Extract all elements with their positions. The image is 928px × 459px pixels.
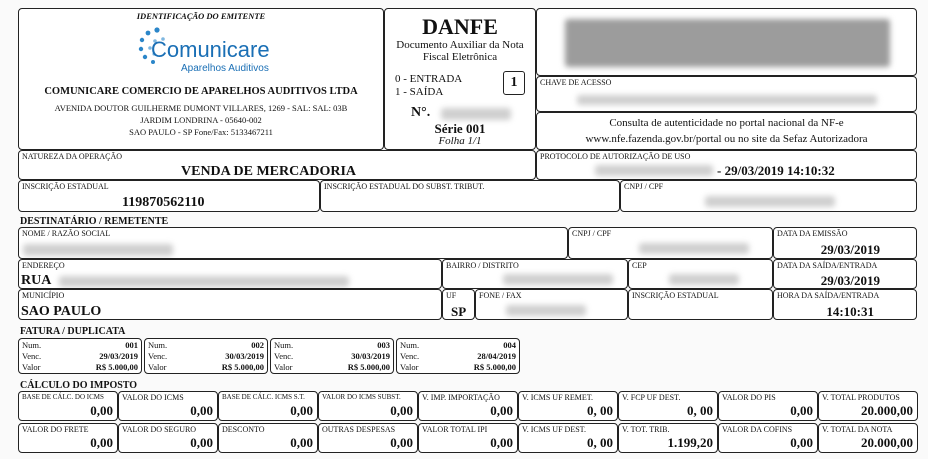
- dup-venc-label: Venc.: [400, 351, 420, 361]
- tax-cell-value: 0, 00: [687, 403, 713, 418]
- ie-box: [18, 180, 320, 212]
- consulta-line-2: www.nfe.fazenda.gov.br/portal ou no site da Sefaz Autorizadora: [585, 133, 868, 145]
- cnpj-emit-box: [620, 180, 917, 212]
- tax-cell-value: 1.199,20: [667, 435, 713, 450]
- dup-num-label: Num.: [148, 340, 168, 350]
- dup-num-label: Num.: [22, 340, 42, 350]
- dup-num: 004: [503, 340, 516, 350]
- logo-tagline: Aparelhos Auditivos: [181, 63, 269, 74]
- tax-cell-label: V. TOT. TRIB.: [622, 425, 670, 434]
- dest-endereco-redacted: [59, 276, 349, 287]
- tax-cell-label: V. IMP. IMPORTAÇÃO: [422, 393, 500, 402]
- dup-venc-label: Venc.: [148, 351, 168, 361]
- saida-option: 1 - SAÍDA: [395, 86, 444, 98]
- dup-venc-label: Venc.: [22, 351, 42, 361]
- tax-cell: [518, 423, 618, 453]
- dest-hora-label: HORA DA SAÍDA/ENTRADA: [777, 291, 880, 300]
- tax-cell-value: 0,00: [390, 403, 413, 418]
- tax-cell-value: 0,00: [190, 403, 213, 418]
- dest-fone-box: [475, 289, 628, 320]
- tax-cell-label: VALOR DO ICMS: [122, 393, 184, 402]
- access-key-label: CHAVE DE ACESSO: [540, 78, 612, 87]
- tax-cell-label: BASE DE CÁLC. DO ICMS: [22, 393, 104, 401]
- dup-valor: R$ 5.000,00: [95, 362, 138, 372]
- dest-cep-label: CEP: [632, 261, 647, 270]
- dup-venc: 30/03/2019: [351, 351, 390, 361]
- dup-venc: 30/03/2019: [225, 351, 264, 361]
- emitente-section-label: IDENTIFICAÇÃO DO EMITENTE: [136, 11, 266, 21]
- barcode-redacted: [565, 19, 890, 67]
- dest-saida-label: DATA DA SAÍDA/ENTRADA: [777, 261, 878, 270]
- logo-brand: Comunicare: [151, 37, 270, 62]
- tax-cell-label: V. TOTAL PRODUTOS: [822, 393, 900, 402]
- tax-cell: [618, 423, 718, 453]
- access-key-redacted: [577, 95, 877, 105]
- danfe-title-box: [384, 8, 536, 150]
- dest-cep-redacted: [669, 274, 739, 285]
- tax-cell-label: OUTRAS DESPESAS: [322, 425, 396, 434]
- dest-endereco-prefix: RUA: [21, 273, 52, 288]
- dest-emissao-label: DATA DA EMISSÃO: [777, 229, 848, 238]
- ie-st-box: [320, 180, 620, 212]
- protocolo-redacted: [595, 165, 713, 176]
- tax-cell-label: VALOR DA COFINS: [722, 425, 793, 434]
- dup-num-label: Num.: [274, 340, 294, 350]
- tax-cell-label: V. ICMS UF DEST.: [522, 425, 586, 434]
- tax-cell-label: VALOR TOTAL IPI: [422, 425, 488, 434]
- tax-cell-label: VALOR DO ICMS SUBST.: [322, 393, 401, 401]
- duplicata-item: [18, 338, 142, 374]
- invoice-number-label: N°.: [411, 105, 431, 120]
- dup-valor-label: Valor: [22, 362, 41, 372]
- tax-cell: [318, 391, 418, 421]
- dup-valor-label: Valor: [148, 362, 167, 372]
- entrada-option: 0 - ENTRADA: [395, 73, 463, 85]
- dest-saida-value: 29/03/2019: [820, 273, 880, 288]
- tax-cell: [118, 423, 218, 453]
- barcode-box: [536, 8, 917, 76]
- imposto-section-title: CÁLCULO DO IMPOSTO: [20, 380, 138, 391]
- dup-valor: R$ 5.000,00: [473, 362, 516, 372]
- dest-bairro-label: BAIRRO / DISTRITO: [446, 261, 519, 270]
- consulta-box: [536, 112, 917, 150]
- tax-cell-value: 0, 00: [587, 435, 613, 450]
- dest-nome-box: [18, 227, 568, 259]
- tax-cell-label: VALOR DO SEGURO: [122, 425, 197, 434]
- company-logo: [137, 25, 277, 81]
- tax-cell-label: V. FCP UF DEST.: [622, 393, 681, 402]
- dest-saida-box: [773, 259, 917, 289]
- tax-cell-value: 20.000,00: [861, 403, 913, 418]
- dest-cnpj-box: [568, 227, 773, 259]
- dest-uf-box: [442, 289, 475, 320]
- dest-fone-label: FONE / FAX: [479, 291, 522, 300]
- dest-municipio-box: [18, 289, 442, 320]
- dup-num: 003: [377, 340, 390, 350]
- invoice-number-redacted: [441, 108, 511, 120]
- tax-cell-value: 0,00: [290, 435, 313, 450]
- dest-nome-redacted: [23, 244, 173, 256]
- ie-st-label: INSCRIÇÃO ESTADUAL DO SUBST. TRIBUT.: [324, 182, 485, 191]
- tax-cell: [818, 391, 918, 421]
- ie-value: 119870562110: [122, 195, 205, 210]
- invoice-page: Folha 1/1: [438, 135, 482, 147]
- tax-cell-value: 0,00: [490, 435, 513, 450]
- dest-nome-label: NOME / RAZÃO SOCIAL: [22, 229, 111, 238]
- company-address-3: SAO PAULO - SP Fone/Fax: 5133467211: [129, 127, 273, 137]
- company-name: COMUNICARE COMERCIO DE APARELHOS AUDITIVOS LTDA: [44, 86, 358, 97]
- operation-type: 1: [503, 71, 525, 95]
- dest-bairro-box: [442, 259, 628, 289]
- dest-endereco-label: ENDEREÇO: [22, 261, 65, 270]
- tax-cell-value: 0,00: [190, 435, 213, 450]
- tax-cell: [18, 391, 118, 421]
- tax-cell: [218, 423, 318, 453]
- dup-num: 001: [125, 340, 138, 350]
- dest-fone-redacted: [506, 305, 586, 316]
- dest-cnpj-label: CNPJ / CPF: [572, 229, 612, 238]
- tax-cell-value: 0,00: [390, 435, 413, 450]
- dest-emissao-value: 29/03/2019: [820, 242, 880, 257]
- natureza-box: [18, 150, 536, 180]
- dest-uf-value: SP: [451, 304, 467, 319]
- dup-valor-label: Valor: [400, 362, 419, 372]
- tax-cell: [218, 391, 318, 421]
- tax-cell: [618, 391, 718, 421]
- dest-emissao-box: [773, 227, 917, 259]
- tax-cell-value: 0,00: [790, 435, 813, 450]
- tax-cell-label: VALOR DO PIS: [722, 393, 776, 402]
- destinatario-section-title: DESTINATÁRIO / REMETENTE: [20, 216, 169, 227]
- dest-endereco-box: [18, 259, 442, 289]
- dest-municipio-value: SAO PAULO: [21, 304, 102, 319]
- tax-cell: [418, 391, 518, 421]
- dest-cnpj-redacted: [639, 243, 749, 254]
- tax-cell: [518, 391, 618, 421]
- cnpj-emit-redacted: [705, 196, 835, 207]
- ie-label: INSCRIÇÃO ESTADUAL: [22, 182, 109, 191]
- natureza-value: VENDA DE MERCADORIA: [181, 164, 357, 179]
- protocolo-box: [536, 150, 917, 180]
- dest-hora-value: 14:10:31: [826, 304, 874, 319]
- cnpj-emit-label: CNPJ / CPF: [624, 182, 664, 191]
- access-key-box: [536, 76, 917, 112]
- dup-venc-label: Venc.: [274, 351, 294, 361]
- tax-cell-label: V. ICMS UF REMET.: [522, 393, 594, 402]
- tax-cell: [18, 423, 118, 453]
- danfe-subtitle-1: Documento Auxiliar da Nota: [396, 39, 524, 51]
- tax-cell: [118, 391, 218, 421]
- duplicata-item: [396, 338, 520, 374]
- duplicata-item: [144, 338, 268, 374]
- dup-valor: R$ 5.000,00: [347, 362, 390, 372]
- tax-cell: [818, 423, 918, 453]
- tax-cell: [718, 391, 818, 421]
- company-address-1: AVENIDA DOUTOR GUILHERME DUMONT VILLARES, 1269 - SAL: SAL: 03B: [54, 103, 348, 113]
- duplicata-item: [270, 338, 394, 374]
- dest-cep-box: [628, 259, 773, 289]
- tax-cell-label: BASE DE CÁLC. ICMS S.T.: [222, 393, 305, 401]
- tax-cell-value: 0,00: [90, 403, 113, 418]
- natureza-label: NATUREZA DA OPERAÇÃO: [22, 152, 123, 161]
- dup-num: 002: [251, 340, 264, 350]
- protocolo-value: - 29/03/2019 14:10:32: [717, 163, 835, 178]
- tax-cell-value: 0, 00: [587, 403, 613, 418]
- consulta-line-1: Consulta de autenticidade no portal nacional da NF-e: [609, 117, 844, 129]
- protocolo-label: PROTOCOLO DE AUTORIZAÇÃO DE USO: [540, 152, 691, 161]
- tax-cell-label: VALOR DO FRETE: [22, 425, 89, 434]
- tax-cell-value: 20.000,00: [861, 435, 913, 450]
- company-address-2: JARDIM LONDRINA - 05640-002: [140, 115, 262, 125]
- dup-num-label: Num.: [400, 340, 420, 350]
- invoice-series: Série 001: [434, 121, 486, 136]
- tax-cell-value: 0,00: [90, 435, 113, 450]
- tax-cell: [318, 423, 418, 453]
- dest-hora-box: [773, 289, 917, 320]
- dest-bairro-redacted: [503, 274, 613, 285]
- dup-valor-label: Valor: [274, 362, 293, 372]
- dest-ie-label: INSCRIÇÃO ESTADUAL: [632, 291, 719, 300]
- emitente-box: [18, 8, 384, 150]
- dup-venc: 29/03/2019: [99, 351, 138, 361]
- tax-cell-label: V. TOTAL DA NOTA: [822, 425, 893, 434]
- fatura-section-title: FATURA / DUPLICATA: [20, 326, 126, 337]
- dup-venc: 28/04/2019: [477, 351, 516, 361]
- tax-cell-value: 0,00: [290, 403, 313, 418]
- dup-valor: R$ 5.000,00: [221, 362, 264, 372]
- danfe-title: DANFE: [422, 14, 498, 39]
- tax-cell-value: 0,00: [490, 403, 513, 418]
- tax-cell-value: 0,00: [790, 403, 813, 418]
- tax-cell: [418, 423, 518, 453]
- tax-cell-label: DESCONTO: [222, 425, 265, 434]
- danfe-subtitle-2: Fiscal Eletrônica: [422, 51, 498, 63]
- dest-municipio-label: MUNICÍPIO: [22, 291, 65, 300]
- dest-ie-box: [628, 289, 773, 320]
- dest-uf-label: UF: [446, 291, 457, 300]
- tax-cell: [718, 423, 818, 453]
